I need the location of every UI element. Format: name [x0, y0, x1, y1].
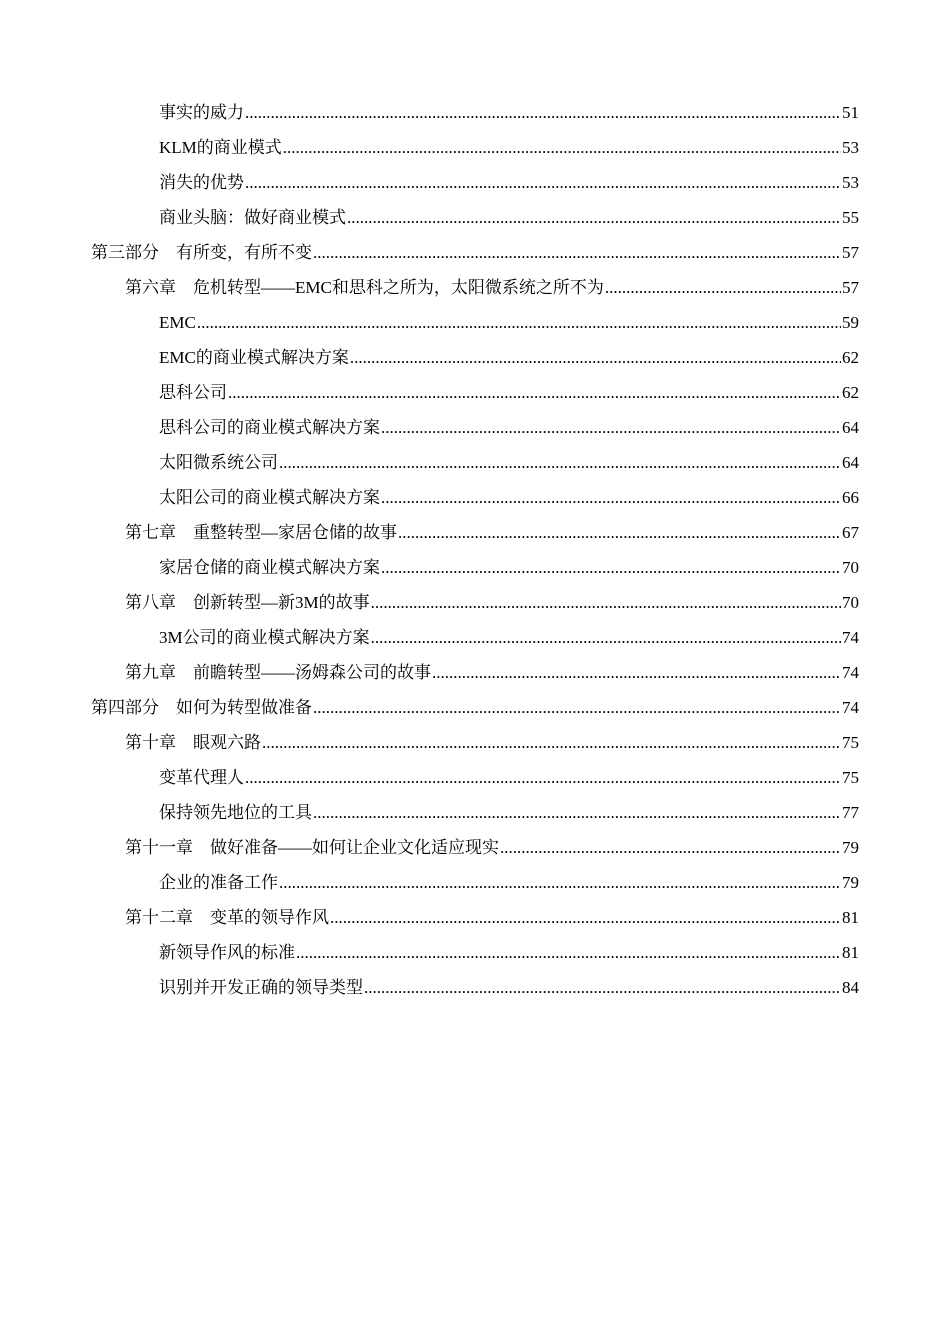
toc-entry-page-number: 59: [842, 313, 859, 332]
toc-dot-leader: [500, 830, 841, 865]
toc-entry-page-number: 81: [842, 943, 859, 962]
toc-entry[interactable]: [91, 830, 859, 865]
toc-entry-title: EMC的商业模式解决方案: [159, 348, 349, 367]
toc-entry-page-number: 57: [842, 278, 859, 297]
toc-entry-page-number: 62: [842, 383, 859, 402]
toc-entry[interactable]: [91, 725, 859, 760]
toc-entry[interactable]: [91, 690, 859, 725]
toc-entry-page-number: 75: [842, 768, 859, 787]
toc-dot-leader: [364, 970, 841, 1005]
toc-entry-page-number: 51: [842, 103, 859, 122]
toc-entry-title: 第四部分 如何为转型做准备: [91, 698, 312, 717]
toc-entry-page-number: 53: [842, 173, 859, 192]
toc-entry[interactable]: [91, 270, 859, 305]
toc-dot-leader: [605, 270, 841, 305]
toc-entry[interactable]: [91, 935, 859, 970]
toc-entry-page-number: 79: [842, 838, 859, 857]
toc-dot-leader: [398, 515, 841, 550]
toc-entry-page-number: 53: [842, 138, 859, 157]
toc-dot-leader: [313, 795, 841, 830]
toc-dot-leader: [381, 550, 841, 585]
toc-entry[interactable]: [91, 865, 859, 900]
table-of-contents: [91, 95, 859, 1005]
toc-entry[interactable]: [91, 340, 859, 375]
toc-entry-title: 太阳微系统公司: [159, 453, 278, 472]
toc-entry-title: 第八章 创新转型—新3M的故事: [125, 593, 370, 612]
toc-entry[interactable]: [91, 410, 859, 445]
toc-entry[interactable]: [91, 970, 859, 1005]
toc-entry-page-number: 55: [842, 208, 859, 227]
toc-entry-title: 思科公司的商业模式解决方案: [159, 418, 380, 437]
toc-entry-title: 消失的优势: [159, 173, 244, 192]
toc-entry[interactable]: [91, 130, 859, 165]
toc-entry-title: 第七章 重整转型—家居仓储的故事: [125, 523, 397, 542]
toc-entry-title: 识别并开发正确的领导类型: [159, 978, 363, 997]
toc-entry-title: 第六章 危机转型——EMC和思科之所为，太阳微系统之所不为: [125, 278, 604, 297]
toc-entry[interactable]: [91, 760, 859, 795]
toc-dot-leader: [371, 620, 841, 655]
toc-entry-page-number: 77: [842, 803, 859, 822]
toc-entry-page-number: 62: [842, 348, 859, 367]
toc-entry[interactable]: [91, 305, 859, 340]
toc-dot-leader: [279, 445, 841, 480]
toc-entry-title: 思科公司: [159, 383, 227, 402]
toc-dot-leader: [296, 935, 841, 970]
toc-entry-page-number: 64: [842, 418, 859, 437]
toc-dot-leader: [245, 95, 841, 130]
toc-dot-leader: [279, 865, 841, 900]
toc-entry-title: 家居仓储的商业模式解决方案: [159, 558, 380, 577]
toc-entry[interactable]: [91, 550, 859, 585]
toc-dot-leader: [432, 655, 841, 690]
toc-dot-leader: [245, 165, 841, 200]
toc-entry-page-number: 75: [842, 733, 859, 752]
toc-entry-title: 企业的准备工作: [159, 873, 278, 892]
toc-entry-page-number: 66: [842, 488, 859, 507]
toc-dot-leader: [381, 410, 841, 445]
toc-dot-leader: [283, 130, 841, 165]
toc-dot-leader: [381, 480, 841, 515]
toc-entry-page-number: 79: [842, 873, 859, 892]
toc-entry-title: 变革代理人: [159, 768, 244, 787]
toc-entry[interactable]: [91, 620, 859, 655]
toc-entry-page-number: 57: [842, 243, 859, 262]
toc-entry[interactable]: [91, 200, 859, 235]
toc-entry[interactable]: [91, 515, 859, 550]
toc-entry-title: KLM的商业模式: [159, 138, 282, 157]
toc-entry-title: EMC: [159, 313, 196, 332]
toc-entry[interactable]: [91, 480, 859, 515]
toc-entry[interactable]: [91, 235, 859, 270]
toc-entry[interactable]: [91, 445, 859, 480]
toc-entry[interactable]: [91, 95, 859, 130]
toc-entry-page-number: 84: [842, 978, 859, 997]
toc-entry-title: 3M公司的商业模式解决方案: [159, 628, 370, 647]
toc-entry-page-number: 74: [842, 663, 859, 682]
toc-entry-page-number: 81: [842, 908, 859, 927]
toc-entry-title: 第十章 眼观六路: [125, 733, 261, 752]
toc-entry-title: 第十一章 做好准备——如何让企业文化适应现实: [125, 838, 499, 857]
toc-entry-title: 太阳公司的商业模式解决方案: [159, 488, 380, 507]
toc-dot-leader: [245, 760, 841, 795]
toc-dot-leader: [313, 235, 841, 270]
toc-entry-page-number: 67: [842, 523, 859, 542]
toc-entry-title: 新领导作风的标准: [159, 943, 295, 962]
toc-entry-page-number: 74: [842, 698, 859, 717]
toc-entry-title: 第三部分 有所变，有所不变: [91, 243, 312, 262]
toc-entry-page-number: 70: [842, 593, 859, 612]
toc-entry-title: 第十二章 变革的领导作风: [125, 908, 329, 927]
toc-entry[interactable]: [91, 165, 859, 200]
toc-entry[interactable]: [91, 585, 859, 620]
toc-dot-leader: [350, 340, 841, 375]
toc-entry[interactable]: [91, 375, 859, 410]
toc-entry-title: 商业头脑：做好商业模式: [159, 208, 346, 227]
toc-dot-leader: [371, 585, 841, 620]
toc-entry-title: 事实的威力: [159, 103, 244, 122]
toc-dot-leader: [197, 305, 841, 340]
toc-dot-leader: [347, 200, 841, 235]
toc-entry[interactable]: [91, 655, 859, 690]
toc-dot-leader: [330, 900, 841, 935]
toc-dot-leader: [262, 725, 841, 760]
toc-entry[interactable]: [91, 900, 859, 935]
toc-entry-title: 第九章 前瞻转型——汤姆森公司的故事: [125, 663, 431, 682]
toc-dot-leader: [228, 375, 841, 410]
toc-entry-page-number: 64: [842, 453, 859, 472]
toc-entry-page-number: 70: [842, 558, 859, 577]
toc-entry-title: 保持领先地位的工具: [159, 803, 312, 822]
toc-dot-leader: [313, 690, 841, 725]
toc-entry-page-number: 74: [842, 628, 859, 647]
toc-entry[interactable]: [91, 795, 859, 830]
